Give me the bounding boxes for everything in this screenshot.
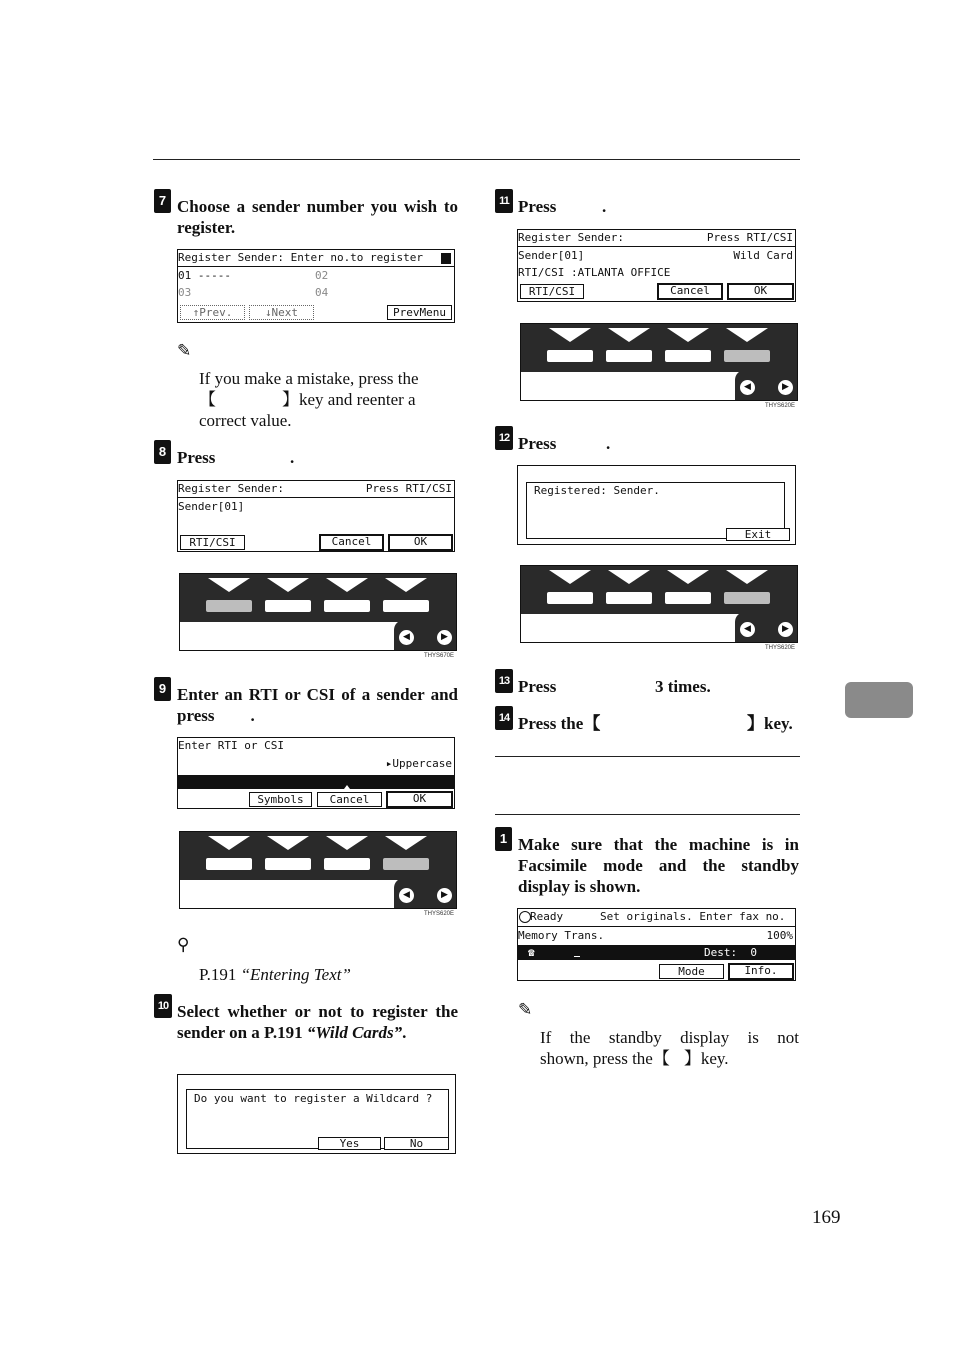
selection-key-1[interactable]: [547, 592, 593, 604]
arrow-left-icon[interactable]: ◀: [740, 622, 755, 637]
cancel-button[interactable]: Cancel: [657, 283, 723, 300]
page-number: 169: [812, 1207, 841, 1228]
selection-key-2[interactable]: [265, 858, 311, 870]
note-1-line-1: If you make a mistake, press the: [199, 369, 419, 388]
note-2-line-1: If the standby display is not: [540, 1028, 799, 1047]
ok-button[interactable]: OK: [386, 791, 453, 808]
lcd-row-2-right: 04: [315, 286, 329, 299]
cancel-button[interactable]: Cancel: [317, 792, 382, 807]
step-11-text: Press .: [518, 197, 607, 216]
selection-key-3[interactable]: [324, 600, 370, 612]
header-rule: [153, 159, 800, 160]
lcd-standby-display: [517, 908, 796, 981]
lcd-register-sender-01: [177, 480, 455, 552]
rti-csi-button[interactable]: RTI/CSI: [520, 284, 584, 299]
prev-button[interactable]: ↑Prev.: [180, 305, 245, 320]
arrow-right-icon[interactable]: ▶: [778, 622, 793, 637]
step-number-9: 9: [154, 677, 171, 701]
pencil-icon: ✎: [177, 341, 192, 361]
cancel-button[interactable]: Cancel: [319, 534, 384, 551]
selection-key-1[interactable]: [547, 350, 593, 362]
no-button[interactable]: No: [384, 1137, 449, 1150]
step-13-text: Press 3 times.: [518, 677, 711, 696]
arrow-left-icon[interactable]: ◀: [740, 380, 755, 395]
selection-key-4[interactable]: [383, 858, 429, 870]
info-button[interactable]: Info.: [728, 963, 794, 980]
bracket-left: 【: [199, 390, 216, 409]
step-10-text: Select whether or not to register the sender on a P.191 “Wild Cards”.: [177, 1002, 458, 1042]
lcd-question: Do you want to register a Wildcard ?: [194, 1092, 433, 1105]
lcd-title: Register Sender: Enter no.to register: [178, 251, 424, 264]
selection-key-1[interactable]: [206, 858, 252, 870]
selection-key-3[interactable]: [324, 858, 370, 870]
lcd-register-sender-wildcard: [517, 229, 796, 302]
note-2-line-2: shown, press the【 】key.: [540, 1049, 729, 1068]
lcd-row-1-right: 02: [315, 269, 329, 282]
step-number-8: 8: [154, 440, 171, 464]
lcd-title-right: Press RTI/CSI: [706, 231, 793, 244]
magnifier-icon: ⚲: [177, 935, 190, 955]
step-12-text: Press .: [518, 434, 611, 453]
note-1-line-3: correct value.: [199, 411, 292, 430]
symbols-button[interactable]: Symbols: [249, 792, 312, 807]
keypad-panel-step-9: [179, 831, 457, 909]
figure-code: THYS620E: [765, 403, 796, 409]
ok-button[interactable]: OK: [727, 283, 794, 300]
step-number-11: 11: [495, 189, 513, 213]
rti-csi-button[interactable]: RTI/CSI: [180, 535, 245, 550]
lcd-input-field[interactable]: [178, 775, 454, 789]
step-number-12: 12: [495, 426, 513, 450]
lcd-title: Register Sender:: [518, 231, 624, 244]
lcd-title: Enter RTI or CSI: [178, 739, 284, 752]
prevmenu-button[interactable]: PrevMenu: [387, 305, 452, 320]
selection-key-4[interactable]: [724, 592, 770, 604]
arrow-right-icon[interactable]: ▶: [437, 630, 452, 645]
mode-button[interactable]: Mode: [659, 964, 724, 979]
lcd-title-right: Press RTI/CSI: [365, 482, 452, 495]
chapter-tab: [845, 682, 913, 718]
lcd-rti-csi-value: RTI/CSI :ATLANTA OFFICE: [518, 266, 671, 279]
lcd-ready: Ready: [530, 910, 564, 923]
step-number-7: 7: [154, 189, 171, 213]
lcd-sender-number: Sender[01]: [178, 500, 245, 513]
lcd-enter-rti-csi: [177, 737, 455, 809]
arrow-left-icon[interactable]: ◀: [399, 630, 414, 645]
ok-button[interactable]: OK: [388, 534, 453, 551]
lcd-wildcard-label: Wild Card: [733, 249, 793, 262]
step-13-suffix: 3 times.: [655, 677, 711, 696]
lcd-destination: Dest: 0: [704, 946, 757, 959]
lcd-register-sender-list: [177, 249, 455, 323]
step-number-13: 13: [495, 669, 513, 693]
figure-code: THYS620E: [424, 911, 455, 917]
selection-key-4[interactable]: [724, 350, 770, 362]
selection-key-2[interactable]: [606, 350, 652, 362]
lcd-instructions: Set originals. Enter fax no.: [600, 910, 786, 923]
step-number-14: 14: [495, 706, 513, 730]
step-8-text: Press .: [177, 448, 295, 467]
arrow-left-icon[interactable]: ◀: [399, 888, 414, 903]
next-button[interactable]: ↓Next: [249, 305, 314, 320]
lcd-wildcard-question: [177, 1074, 456, 1154]
figure-code: THYS670E: [424, 653, 455, 659]
keypad-panel-step-12: [520, 565, 798, 643]
note-1-line-2: [199, 389, 458, 410]
step-9-text: Enter an RTI or CSI of a sender and press .: [177, 685, 458, 725]
keypad-panel-step-8: [179, 573, 457, 651]
exit-button[interactable]: Exit: [726, 528, 790, 541]
lcd-message: Registered: Sender.: [534, 484, 660, 497]
arrow-right-icon[interactable]: ▶: [437, 888, 452, 903]
phone-icon: ☎: [528, 946, 535, 959]
lcd-row-1-left: 01 -----: [178, 269, 231, 282]
reference-entering-text: P.191 “Entering Text”: [199, 965, 351, 984]
lcd-input-mode: ▸Uppercase: [385, 757, 452, 770]
section-rule-top: [495, 756, 800, 757]
selection-key-3[interactable]: [665, 350, 711, 362]
lcd-title: Register Sender:: [178, 482, 284, 495]
selection-key-2[interactable]: [606, 592, 652, 604]
lcd-memory-trans: Memory Trans.: [518, 929, 605, 942]
keypad-panel-step-11: [520, 323, 798, 401]
lcd-registered-sender: [517, 465, 796, 545]
selection-key-2[interactable]: [265, 600, 311, 612]
lcd-sender-number: Sender[01]: [518, 249, 585, 262]
selection-key-4[interactable]: [383, 600, 429, 612]
selection-key-1[interactable]: [206, 600, 252, 612]
lcd-cursor: [441, 253, 451, 264]
lcd-row-2-left: 03: [178, 286, 192, 299]
figure-code: THYS620E: [765, 645, 796, 651]
step-14-text: Press the【 】key.: [518, 714, 793, 733]
pencil-icon: ✎: [518, 1000, 533, 1020]
lcd-destination-bar: [518, 945, 795, 960]
note-1-line-2-text: 】key and reenter a: [282, 390, 416, 409]
yes-button[interactable]: Yes: [318, 1137, 381, 1150]
step-1-text: Make sure that the machine is in Facsimile mode and the standby display is shown.: [518, 835, 799, 896]
lcd-memory-percent: 100%: [766, 929, 793, 942]
lcd-input-cursor: [344, 785, 350, 789]
step-number-1: 1: [495, 827, 512, 851]
section-rule-bottom: [495, 814, 800, 815]
arrow-right-icon[interactable]: ▶: [778, 380, 793, 395]
step-7-text: Choose a sender number you wish to register.: [177, 197, 458, 237]
step-number-10: 10: [154, 994, 172, 1018]
selection-key-3[interactable]: [665, 592, 711, 604]
